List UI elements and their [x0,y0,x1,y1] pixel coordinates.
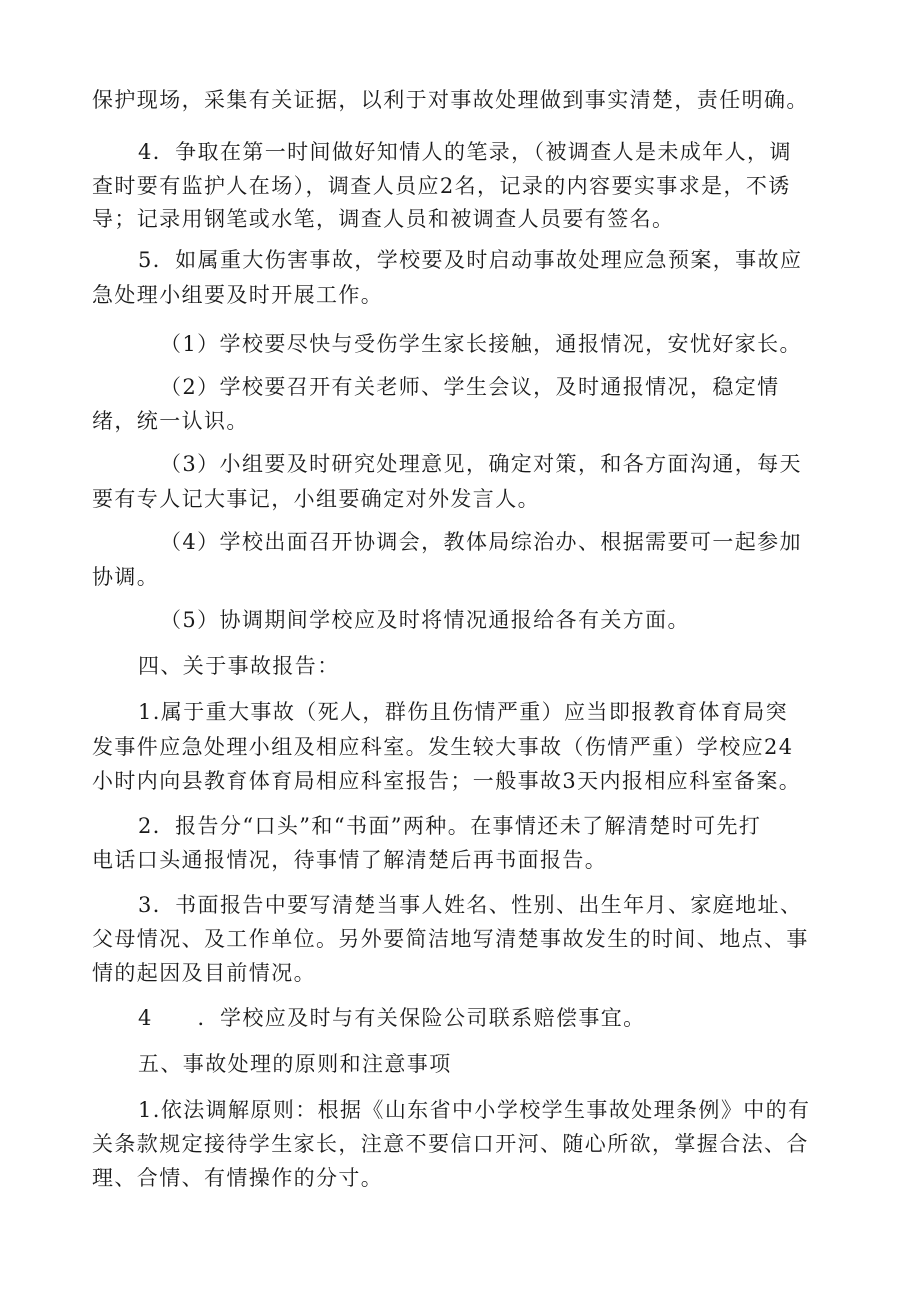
paragraph-line: 理、合情、有情操作的分寸。 [92,1166,384,1190]
paragraph-line: 小时内向县教育体育局相应科室报告；一般事故3天内报相应科室备案。 [92,769,802,793]
paragraph-line: 导；记录用钢笔或水笔，调查人员和被调查人员要有签名。 [92,207,675,231]
paragraph-line: 要有专人记大事记，小组要确定对外发言人。 [92,487,540,511]
paragraph-line: 父母情况、及工作单位。另外要简洁地写清楚事故发生的时间、地点、事 [92,927,809,951]
paragraph-line: （4）学校出面召开协调会，教体局综治办、根据需要可一起参加 [160,530,802,554]
paragraph-line: （1）学校要尽快与受伤学生家长接触，通报情况，安忧好家长。 [160,332,802,356]
paragraph-line: 保护现场，采集有关证据，以利于对事故处理做到事实清楚，责任明确。 [92,88,809,112]
paragraph-line: 协调。 [92,565,160,589]
paragraph-line: 1.依法调解原则：根据《山东省中小学校学生事故处理条例》中的有 [138,1098,811,1122]
paragraph-line: 5．如属重大伤害事故，学校要及时启动事故处理应急预案，事故应 [138,248,803,272]
paragraph-line: 1.属于重大事故（死人，群伤且伤情严重）应当即报教育体育局突 [138,700,789,724]
paragraph-line: 3．书面报告中要写清楚当事人姓名、性别、出生年月、家庭地址、 [138,893,803,917]
paragraph-line: （5）协调期间学校应及时将情况通报给各有关方面。 [160,608,690,632]
section-heading: 四、关于事故报告： [138,654,340,678]
paragraph-line: （3）小组要及时研究处理意见，确定对策，和各方面沟通，每天 [160,452,802,476]
paragraph-line: 急处理小组要及时开展工作。 [92,283,384,307]
paragraph-line: 关条款规定接待学生家长，注意不要信口开河、随心所欲，掌握合法、合 [92,1132,809,1156]
paragraph-line: 电话口头通报情况，待事情了解清楚后再书面报告。 [92,848,608,872]
section-heading: 五、事故处理的原则和注意事项 [138,1052,452,1076]
paragraph-line: 查时要有监护人在场），调查人员应2名，记录的内容要实事求是，不诱 [92,174,791,198]
paragraph-line: 绪，统一认识。 [92,409,249,433]
paragraph-line: 4．争取在第一时间做好知情人的笔录，（被调查人是未成年人，调 [138,140,792,164]
paragraph-line: 4 ．学校应及时与有关保险公司联系赔偿事宜。 [138,1006,646,1030]
paragraph-line: 2．报告分“口头”和“书面”两种。在事情还未了解清楚时可先打 [138,814,762,838]
paragraph-line: 情的起因及目前情况。 [92,961,316,985]
paragraph-line: 发事件应急处理小组及相应科室。发生较大事故（伤情严重）学校应24 [92,735,794,759]
paragraph-line: （2）学校要召开有关老师、学生会议，及时通报情况，稳定情 [160,375,780,399]
